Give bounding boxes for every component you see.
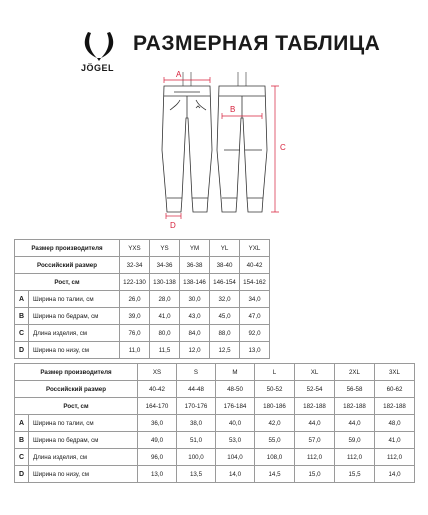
russian-size-cell: 40-42 bbox=[138, 381, 177, 398]
height-cell: 170-176 bbox=[177, 398, 216, 415]
height-cell: 154-162 bbox=[240, 274, 270, 291]
measurement-letter: C bbox=[15, 449, 29, 466]
height-cell: 122-130 bbox=[120, 274, 150, 291]
measurement-value: 30,0 bbox=[180, 291, 210, 308]
table-row bbox=[15, 466, 415, 483]
measurement-value: 59,0 bbox=[335, 432, 375, 449]
dimension-a-label: A bbox=[176, 70, 182, 79]
measurement-label: Ширина по талии, см bbox=[29, 291, 120, 308]
height-cell: 130-138 bbox=[150, 274, 180, 291]
pants-front-view bbox=[162, 72, 212, 212]
height-cell: 146-154 bbox=[210, 274, 240, 291]
measurement-value: 41,0 bbox=[150, 308, 180, 325]
height-cell: 182-188 bbox=[375, 398, 415, 415]
measurement-value: 49,0 bbox=[138, 432, 177, 449]
size-cell: YM bbox=[180, 240, 210, 257]
size-cell: YL bbox=[210, 240, 240, 257]
size-cell: 3XL bbox=[375, 364, 415, 381]
russian-size-cell: 50-52 bbox=[255, 381, 295, 398]
height-cell: 164-170 bbox=[138, 398, 177, 415]
size-cell: XS bbox=[138, 364, 177, 381]
russian-size-cell: 40-42 bbox=[240, 257, 270, 274]
size-table-adult bbox=[14, 363, 415, 483]
dimension-c-label: C bbox=[280, 143, 286, 152]
measurement-value: 38,0 bbox=[177, 415, 216, 432]
manufacturer-size-header: Размер производителя bbox=[15, 364, 138, 381]
measurement-value: 112,0 bbox=[375, 449, 415, 466]
measurement-label: Длина изделия, см bbox=[29, 449, 138, 466]
russian-size-cell: 36-38 bbox=[180, 257, 210, 274]
russian-size-header: Российский размер bbox=[15, 381, 138, 398]
measurement-value: 57,0 bbox=[295, 432, 335, 449]
measurement-value: 34,0 bbox=[240, 291, 270, 308]
measurement-value: 53,0 bbox=[216, 432, 255, 449]
russian-size-header: Российский размер bbox=[15, 257, 120, 274]
measurement-value: 44,0 bbox=[295, 415, 335, 432]
size-table-youth bbox=[14, 239, 270, 359]
measurement-value: 88,0 bbox=[210, 325, 240, 342]
height-cell: 176-184 bbox=[216, 398, 255, 415]
table-row bbox=[15, 449, 415, 466]
measurement-value: 112,0 bbox=[295, 449, 335, 466]
measurement-value: 14,0 bbox=[216, 466, 255, 483]
measurement-value: 80,0 bbox=[150, 325, 180, 342]
pants-technical-drawing bbox=[0, 0, 428, 235]
russian-size-cell: 56-58 bbox=[335, 381, 375, 398]
measurement-value: 84,0 bbox=[180, 325, 210, 342]
measurement-value: 42,0 bbox=[255, 415, 295, 432]
dimension-d-label: D bbox=[170, 221, 176, 230]
height-header: Рост, см bbox=[15, 398, 138, 415]
measurement-letter: B bbox=[15, 308, 29, 325]
measurement-letter: A bbox=[15, 415, 29, 432]
brand-name: JÖGEL bbox=[81, 63, 115, 73]
dimension-b-label: B bbox=[230, 105, 236, 114]
russian-size-cell: 44-48 bbox=[177, 381, 216, 398]
height-cell: 182-188 bbox=[295, 398, 335, 415]
russian-size-cell: 38-40 bbox=[210, 257, 240, 274]
measurement-value: 44,0 bbox=[335, 415, 375, 432]
measurement-value: 32,0 bbox=[210, 291, 240, 308]
measurement-value: 12,0 bbox=[180, 342, 210, 359]
measurement-value: 28,0 bbox=[150, 291, 180, 308]
size-cell: L bbox=[255, 364, 295, 381]
measurement-value: 15,5 bbox=[335, 466, 375, 483]
size-cell: M bbox=[216, 364, 255, 381]
measurement-value: 108,0 bbox=[255, 449, 295, 466]
measurement-value: 26,0 bbox=[120, 291, 150, 308]
measurement-value: 13,5 bbox=[177, 466, 216, 483]
size-cell: XL bbox=[295, 364, 335, 381]
measurement-value: 51,0 bbox=[177, 432, 216, 449]
measurement-letter: C bbox=[15, 325, 29, 342]
table-row bbox=[15, 342, 270, 359]
size-cell: YXS bbox=[120, 240, 150, 257]
measurement-value: 43,0 bbox=[180, 308, 210, 325]
measurement-value: 39,0 bbox=[120, 308, 150, 325]
measurement-value: 36,0 bbox=[138, 415, 177, 432]
measurement-value: 14,5 bbox=[255, 466, 295, 483]
measurement-value: 11,5 bbox=[150, 342, 180, 359]
measurement-value: 55,0 bbox=[255, 432, 295, 449]
measurement-label: Ширина по талии, см bbox=[29, 415, 138, 432]
measurement-letter: B bbox=[15, 432, 29, 449]
measurement-value: 41,0 bbox=[375, 432, 415, 449]
measurement-label: Длина изделия, см bbox=[29, 325, 120, 342]
measurement-value: 12,5 bbox=[210, 342, 240, 359]
measurement-value: 92,0 bbox=[240, 325, 270, 342]
measurement-value: 100,0 bbox=[177, 449, 216, 466]
height-cell: 138-146 bbox=[180, 274, 210, 291]
russian-size-cell: 60-62 bbox=[375, 381, 415, 398]
measurement-value: 40,0 bbox=[216, 415, 255, 432]
measurement-letter: D bbox=[15, 342, 29, 359]
measurement-value: 47,0 bbox=[240, 308, 270, 325]
measurement-value: 13,0 bbox=[138, 466, 177, 483]
table-row bbox=[15, 308, 270, 325]
measurement-value: 96,0 bbox=[138, 449, 177, 466]
page-title: РАЗМЕРНАЯ ТАБЛИЦА bbox=[133, 32, 381, 55]
measurement-value: 11,0 bbox=[120, 342, 150, 359]
measurement-value: 15,0 bbox=[295, 466, 335, 483]
size-cell: YS bbox=[150, 240, 180, 257]
russian-size-cell: 52-54 bbox=[295, 381, 335, 398]
measurement-value: 14,0 bbox=[375, 466, 415, 483]
table-row bbox=[15, 415, 415, 432]
measurement-value: 104,0 bbox=[216, 449, 255, 466]
measurement-label: Ширина по низу, см bbox=[29, 466, 138, 483]
measurement-label: Ширина по бедрам, см bbox=[29, 432, 138, 449]
manufacturer-size-header: Размер производителя bbox=[15, 240, 120, 257]
russian-size-cell: 48-50 bbox=[216, 381, 255, 398]
table-row bbox=[15, 291, 270, 308]
measurement-value: 13,0 bbox=[240, 342, 270, 359]
size-cell: YXL bbox=[240, 240, 270, 257]
measurement-letter: D bbox=[15, 466, 29, 483]
measurement-value: 76,0 bbox=[120, 325, 150, 342]
measurement-label: Ширина по низу, см bbox=[29, 342, 120, 359]
table-row bbox=[15, 325, 270, 342]
measurement-value: 48,0 bbox=[375, 415, 415, 432]
height-header: Рост, см bbox=[15, 274, 120, 291]
measurement-letter: A bbox=[15, 291, 29, 308]
russian-size-cell: 34-36 bbox=[150, 257, 180, 274]
height-cell: 182-188 bbox=[335, 398, 375, 415]
russian-size-cell: 32-34 bbox=[120, 257, 150, 274]
size-cell: S bbox=[177, 364, 216, 381]
table-row bbox=[15, 432, 415, 449]
height-cell: 180-186 bbox=[255, 398, 295, 415]
pants-back-view bbox=[217, 72, 267, 212]
measurement-value: 112,0 bbox=[335, 449, 375, 466]
measurement-label: Ширина по бедрам, см bbox=[29, 308, 120, 325]
size-cell: 2XL bbox=[335, 364, 375, 381]
measurement-value: 45,0 bbox=[210, 308, 240, 325]
